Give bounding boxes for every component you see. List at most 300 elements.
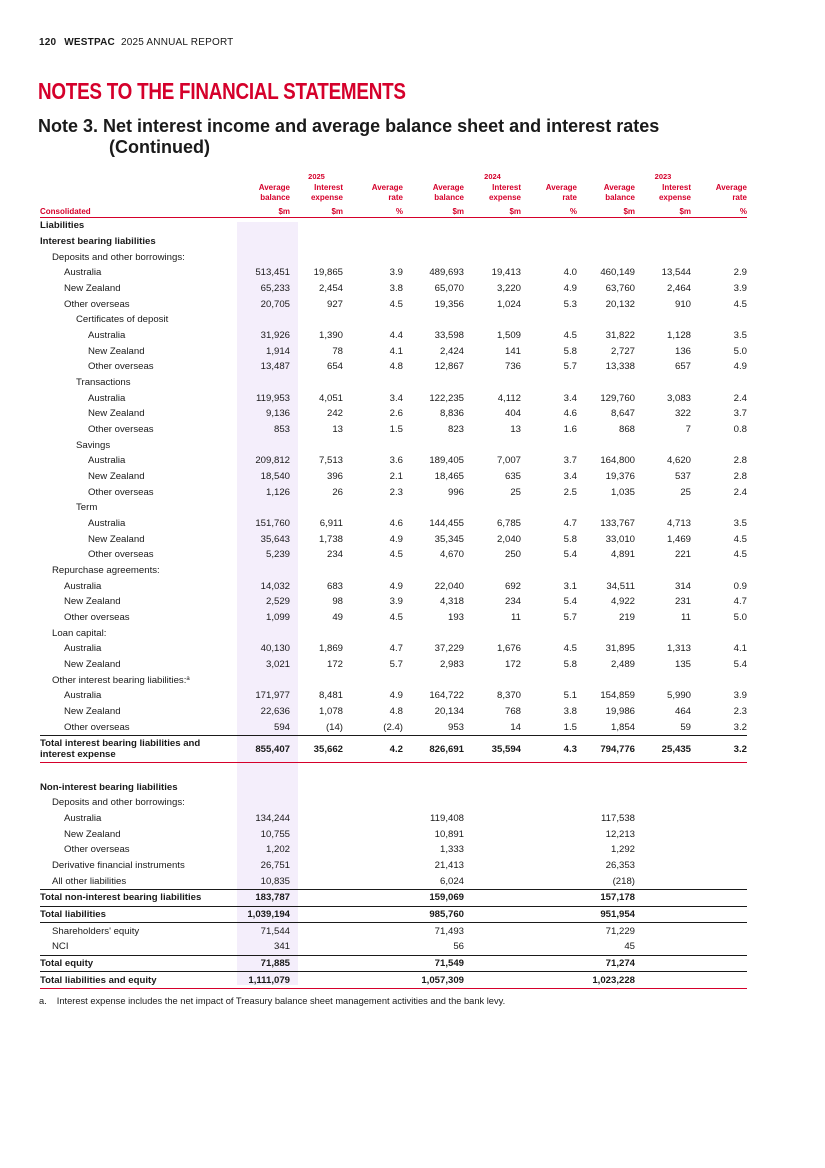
consolidated-label: Consolidated	[40, 203, 237, 218]
table-cell	[521, 858, 577, 874]
table-cell: 2.4	[733, 392, 747, 404]
table-cell: 18,465	[434, 471, 464, 483]
table-cell	[464, 858, 521, 874]
table-row	[40, 531, 747, 547]
table-cell: 3.9	[389, 596, 403, 608]
row-label: New Zealand	[64, 706, 121, 718]
table-cell	[691, 906, 747, 923]
row-label: New Zealand	[64, 659, 121, 671]
table-cell: 172	[504, 659, 521, 671]
table-cell: 71,885	[237, 955, 290, 972]
table-cell	[635, 234, 691, 250]
table-row	[40, 972, 747, 989]
table-cell: 1,854	[610, 721, 635, 733]
table-cell: 4.5	[389, 612, 403, 624]
table-cell	[237, 625, 290, 641]
table-cell: 63,760	[605, 283, 635, 295]
table-cell: 953	[447, 721, 464, 733]
table-row	[40, 281, 747, 297]
table-row	[40, 453, 747, 469]
table-cell: 4.8	[389, 361, 403, 373]
table-cell: 144,455	[429, 518, 464, 530]
table-row	[40, 265, 747, 281]
table-cell: 1,035	[610, 486, 635, 498]
table-cell: 1,738	[318, 533, 343, 545]
table-row	[40, 578, 747, 594]
table-cell: 2,983	[439, 659, 464, 671]
row-label: New Zealand	[88, 408, 145, 420]
table-cell	[464, 375, 521, 391]
table-row	[40, 811, 747, 827]
table-row	[40, 469, 747, 485]
table-cell: 234	[326, 549, 343, 561]
table-cell: 1,039,194	[237, 906, 290, 923]
table-cell	[577, 218, 635, 234]
table-cell	[691, 873, 747, 889]
table-cell	[635, 375, 691, 391]
row-label: Deposits and other borrowings:	[52, 251, 185, 263]
table-cell: 22,636	[260, 706, 290, 718]
table-cell	[290, 218, 343, 234]
table-cell: 1,202	[265, 844, 290, 856]
row-label: Total liabilities	[40, 906, 237, 923]
row-label: Certificates of deposit	[76, 314, 169, 326]
table-cell: 5.0	[733, 612, 747, 624]
table-cell	[290, 906, 343, 923]
table-cell	[691, 842, 747, 858]
table-cell: 1,111,079	[237, 972, 290, 989]
table-cell: 151,760	[255, 518, 290, 530]
table-cell: 19,376	[605, 471, 635, 483]
table-cell	[237, 437, 290, 453]
table-cell	[403, 312, 464, 328]
table-row	[40, 218, 747, 234]
table-cell: 9,136	[265, 408, 290, 420]
table-cell	[691, 779, 747, 795]
table-cell: 4.4	[389, 330, 403, 342]
row-label: Australia	[64, 690, 102, 702]
table-cell: 31,926	[260, 330, 290, 342]
table-cell: 35,643	[260, 533, 290, 545]
table-cell: 6,024	[439, 875, 464, 887]
row-label: Australia	[88, 330, 126, 342]
table-row	[40, 375, 747, 391]
table-cell: 71,229	[577, 923, 635, 939]
table-cell	[691, 811, 747, 827]
column-header: Average	[715, 183, 747, 192]
table-cell	[237, 672, 290, 688]
table-row	[40, 610, 747, 626]
table-cell: 129,760	[600, 392, 635, 404]
table-cell	[521, 906, 577, 923]
table-cell: 33,598	[434, 330, 464, 342]
table-cell	[691, 889, 747, 906]
table-cell	[343, 955, 403, 972]
table-row	[40, 779, 747, 795]
row-label: Australia	[64, 643, 102, 655]
table-cell	[691, 939, 747, 955]
table-cell	[464, 826, 521, 842]
table-row	[40, 547, 747, 563]
table-cell: 3.6	[389, 455, 403, 467]
table-cell	[464, 625, 521, 641]
table-cell: 4,922	[610, 596, 635, 608]
table-cell: 2.8	[733, 455, 747, 467]
table-cell	[403, 500, 464, 516]
table-cell	[521, 811, 577, 827]
table-cell: 11	[511, 612, 521, 624]
table-cell: 119,953	[256, 392, 290, 404]
table-row	[40, 594, 747, 610]
table-row	[40, 939, 747, 955]
table-cell: 4.1	[389, 345, 403, 357]
table-cell: 4.9	[389, 690, 403, 702]
table-cell: 4,891	[610, 549, 635, 561]
table-cell	[521, 779, 577, 795]
row-label: Liabilities	[40, 220, 85, 232]
table-cell	[290, 858, 343, 874]
table-cell	[343, 563, 403, 579]
table-cell: 4.9	[389, 580, 403, 592]
table-cell	[521, 375, 577, 391]
table-cell: 136	[674, 345, 691, 357]
table-cell	[290, 873, 343, 889]
note-title-continued: (Continued)	[109, 137, 210, 157]
table-cell	[403, 672, 464, 688]
table-cell	[343, 234, 403, 250]
table-cell	[521, 923, 577, 939]
table-cell: 4.7	[389, 643, 403, 655]
column-header: rate	[562, 193, 577, 202]
row-label: Loan capital:	[52, 627, 107, 639]
table-cell	[691, 826, 747, 842]
table-cell: 1,869	[318, 643, 343, 655]
table-cell	[343, 972, 403, 989]
table-cell: 19,413	[491, 267, 521, 279]
unit-header: %	[521, 203, 577, 218]
table-cell: 221	[674, 549, 691, 561]
table-cell: 489,693	[429, 267, 464, 279]
table-cell: 951,954	[577, 906, 635, 923]
table-cell	[237, 249, 290, 265]
table-cell	[577, 437, 635, 453]
table-cell: 341	[273, 941, 290, 953]
table-cell: 1,292	[610, 844, 635, 856]
table-cell: 133,767	[600, 518, 635, 530]
table-cell: 12,213	[605, 828, 635, 840]
table-cell: 5.4	[563, 596, 577, 608]
table-cell: 823	[447, 424, 464, 436]
table-cell: 172	[326, 659, 343, 671]
column-header: Interest	[314, 183, 343, 192]
table-row	[40, 516, 747, 532]
table-cell	[577, 672, 635, 688]
table-cell: 2,454	[318, 283, 343, 295]
page-header	[39, 37, 234, 48]
table-cell	[403, 234, 464, 250]
table-cell	[343, 375, 403, 391]
table-cell: 5.8	[563, 345, 577, 357]
table-cell: (218)	[612, 875, 635, 887]
table-row	[40, 842, 747, 858]
table-cell: 2,727	[610, 345, 635, 357]
table-cell	[691, 312, 747, 328]
table-cell	[691, 795, 747, 811]
table-cell: 2,424	[439, 345, 464, 357]
table-cell: 78	[332, 345, 343, 357]
table-cell: 654	[326, 361, 343, 373]
row-label: Other overseas	[64, 612, 130, 624]
table-cell: 3.5	[733, 518, 747, 530]
row-label: Australia	[88, 455, 126, 467]
table-cell	[691, 858, 747, 874]
table-cell: 5.3	[563, 298, 577, 310]
table-cell	[464, 218, 521, 234]
table-cell: 134,244	[255, 812, 290, 824]
table-cell: 2,529	[265, 596, 290, 608]
table-cell: 4.9	[563, 283, 577, 295]
row-label: New Zealand	[88, 345, 145, 357]
table-cell	[521, 955, 577, 972]
table-cell: 250	[504, 549, 521, 561]
table-cell	[521, 625, 577, 641]
table-cell: 219	[618, 612, 635, 624]
table-cell: 18,540	[260, 471, 290, 483]
row-label: Other overseas	[88, 549, 154, 561]
table-cell: 4.6	[563, 408, 577, 420]
table-cell: 141	[504, 345, 521, 357]
table-cell: 868	[618, 424, 635, 436]
table-cell: 4,620	[666, 455, 691, 467]
unit-header: $m	[290, 203, 343, 218]
unit-header: $m	[237, 203, 290, 218]
row-label: New Zealand	[88, 533, 145, 545]
unit-header: $m	[635, 203, 691, 218]
table-cell	[343, 672, 403, 688]
column-header: rate	[732, 193, 747, 202]
row-label: New Zealand	[88, 471, 145, 483]
table-cell: 20,705	[260, 298, 290, 310]
table-cell: 3.9	[733, 690, 747, 702]
spacer-row	[40, 763, 747, 780]
table-cell: 4.5	[389, 549, 403, 561]
unit-header: %	[691, 203, 747, 218]
table-cell: 71,274	[577, 955, 635, 972]
table-cell	[290, 672, 343, 688]
table-cell	[635, 955, 691, 972]
table-cell: 537	[674, 471, 691, 483]
table-cell: 2.5	[563, 486, 577, 498]
table-cell: 2.3	[389, 486, 403, 498]
table-row	[40, 889, 747, 906]
table-cell: 171,977	[255, 690, 290, 702]
table-cell: 5.4	[733, 659, 747, 671]
note-title-text: Note 3. Net interest income and average balance sheet and interest rates	[38, 116, 660, 136]
table-row	[40, 736, 747, 763]
table-cell: 4.9	[733, 361, 747, 373]
table-row	[40, 704, 747, 720]
table-cell: 985,760	[403, 906, 464, 923]
table-cell	[290, 923, 343, 939]
table-cell: 25,435	[635, 736, 691, 763]
column-header: expense	[310, 193, 343, 202]
row-label: Shareholders' equity	[40, 923, 237, 939]
row-label: Total interest bearing liabilities and interest expense	[40, 736, 237, 763]
table-cell: 6,911	[319, 518, 343, 530]
column-header: expense	[658, 193, 691, 202]
row-label: Other overseas	[64, 298, 130, 310]
table-cell	[691, 672, 747, 688]
table-cell: 3,021	[265, 659, 290, 671]
table-cell	[343, 939, 403, 955]
table-cell: 25	[510, 486, 521, 498]
row-label: Australia	[64, 267, 102, 279]
table-cell	[464, 234, 521, 250]
table-cell	[691, 955, 747, 972]
table-cell	[635, 906, 691, 923]
row-label: Other overseas	[88, 361, 154, 373]
table-cell: 3.4	[563, 392, 577, 404]
table-cell: 20,134	[434, 706, 464, 718]
table-cell	[635, 889, 691, 906]
table-cell: 122,235	[429, 392, 464, 404]
table-row	[40, 906, 747, 923]
row-label: Other overseas	[64, 844, 130, 856]
table-cell: 234	[504, 596, 521, 608]
table-cell	[343, 779, 403, 795]
table-cell: 594	[273, 721, 290, 733]
table-cell	[635, 672, 691, 688]
table-cell: 3,083	[666, 392, 691, 404]
table-cell: 4.5	[733, 298, 747, 310]
brand-name: WESTPAC	[64, 37, 115, 48]
table-row	[40, 422, 747, 438]
table-cell: 25	[680, 486, 691, 498]
table-cell	[521, 312, 577, 328]
table-cell	[464, 923, 521, 939]
table-cell: 2.6	[389, 408, 403, 420]
table-cell	[577, 500, 635, 516]
table-cell: 5.7	[563, 361, 577, 373]
table-cell: 5.0	[733, 345, 747, 357]
table-cell	[691, 500, 747, 516]
table-cell: 1,128	[666, 330, 691, 342]
table-cell: 464	[674, 706, 691, 718]
table-cell: 8,481	[318, 690, 343, 702]
table-cell	[691, 375, 747, 391]
table-cell: 2,489	[610, 659, 635, 671]
table-cell	[237, 500, 290, 516]
table-cell	[290, 842, 343, 858]
table-cell	[577, 234, 635, 250]
footnote-letter: a.	[39, 996, 47, 1006]
table-cell	[521, 842, 577, 858]
table-cell	[403, 625, 464, 641]
table-cell: 119,408	[430, 812, 464, 824]
table-cell: 322	[674, 408, 691, 420]
table-cell	[521, 563, 577, 579]
table-cell: 13	[510, 424, 521, 436]
table-cell: 1,509	[496, 330, 521, 342]
table-cell	[635, 218, 691, 234]
table-cell	[521, 249, 577, 265]
table-cell: 164,800	[600, 455, 635, 467]
row-label: Total liabilities and equity	[40, 972, 237, 989]
table-cell	[464, 842, 521, 858]
table-cell: 3.9	[733, 283, 747, 295]
table-cell: 635	[504, 471, 521, 483]
table-cell: 22,040	[434, 580, 464, 592]
row-label: NCI	[52, 941, 69, 953]
row-label: New Zealand	[64, 828, 121, 840]
table-cell: 4.7	[563, 518, 577, 530]
table-cell: (14)	[325, 721, 343, 733]
table-cell	[577, 249, 635, 265]
table-cell	[343, 842, 403, 858]
table-cell: 3.2	[733, 721, 747, 733]
table-cell: 4.6	[389, 518, 403, 530]
row-label: Australia	[88, 392, 126, 404]
table-cell: 460,149	[600, 267, 635, 279]
table-cell	[343, 795, 403, 811]
table-cell: 1,023,228	[577, 972, 635, 989]
table-cell	[521, 218, 577, 234]
table-cell: 1,914	[265, 345, 290, 357]
table-cell	[290, 889, 343, 906]
row-label: Term	[76, 502, 98, 514]
table-cell: 183,787	[237, 889, 290, 906]
table-row	[40, 437, 747, 453]
table-cell: 3.8	[563, 706, 577, 718]
table-cell	[691, 563, 747, 579]
table-cell	[635, 873, 691, 889]
table-cell: 1,469	[666, 533, 691, 545]
table-cell	[691, 625, 747, 641]
table-row	[40, 795, 747, 811]
table-cell	[290, 500, 343, 516]
table-cell	[521, 672, 577, 688]
table-cell: 4.0	[563, 267, 577, 279]
table-cell: 154,859	[600, 690, 635, 702]
column-header: balance	[605, 193, 635, 202]
table-cell: 1,313	[666, 643, 691, 655]
table-cell: 7	[685, 424, 691, 436]
column-header: Average	[258, 183, 290, 192]
table-cell: 5.7	[389, 659, 403, 671]
row-label: Savings	[76, 439, 111, 451]
table-cell	[237, 312, 290, 328]
unit-header: %	[343, 203, 403, 218]
table-cell	[635, 563, 691, 579]
table-cell: 0.8	[733, 424, 747, 436]
table-cell: 657	[674, 361, 691, 373]
table-cell: 45	[624, 941, 635, 953]
table-cell: 71,544	[237, 923, 290, 939]
row-label: Australia	[64, 580, 102, 592]
table-cell	[237, 375, 290, 391]
section-title: NOTES TO THE FINANCIAL STATEMENTS	[38, 78, 406, 104]
table-cell: 1,078	[318, 706, 343, 718]
table-cell: 1,333	[439, 844, 464, 856]
table-cell: 4.5	[563, 330, 577, 342]
table-cell	[577, 563, 635, 579]
table-cell	[290, 437, 343, 453]
table-cell	[577, 312, 635, 328]
table-cell	[577, 375, 635, 391]
table-cell: 56	[453, 941, 464, 953]
table-cell: 996	[447, 486, 464, 498]
table-cell: 8,370	[496, 690, 521, 702]
